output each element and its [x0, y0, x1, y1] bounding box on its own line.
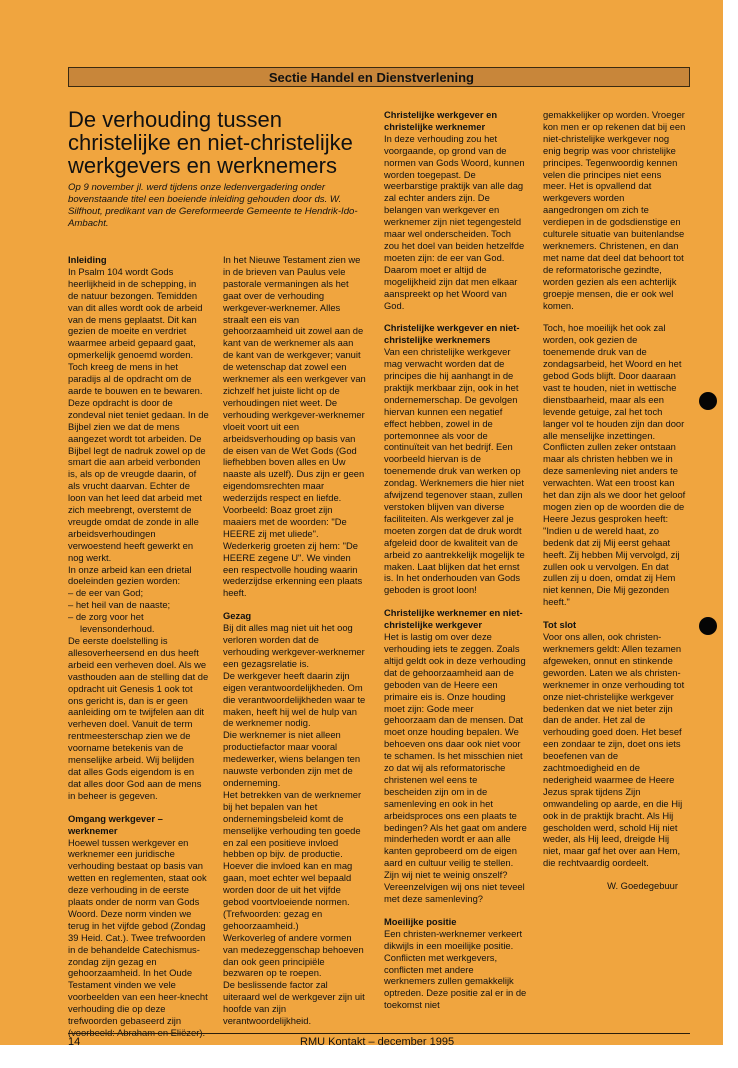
paragraph: In deze verhouding zou het voorgaande, op grond van de normen van Gods Woord, kunnen worden toegepast. De weerbarstige praktijk van alle dag zal echter anders zijn. De belangen van werkgever en werknemer zijn niet tegengesteld maar wel onderscheiden. Toch zou het doel van beiden hetzelfde moeten zijn: de eer van God. Daarom moet er altijd de mogelijkheid zijn dat men elkaar aanspreekt op het Woord van God.: [384, 132, 525, 311]
paragraph: Het is lastig om over deze verhouding iets te zeggen. Zoals altijd geldt ook in deze verhouding dat de gehoorzaamheid aan de geboden van de Heere een primaire eis is. Onze houding moet zijn: Gode meer gehoorzaam dan de mensen. Dat moet onze houding bepalen. We behoeven ons daar ook niet voor te schamen. Is het misschien niet zo dat wij als reformatorische christenen wel eens te bescheiden zijn om in de samenleving en ook in het arbeidsproces ons een plaats te bedingen? Als het gaat om andere minderheden wordt er aan alle kanten geprobeerd om de eigen aard en cultuur veilig te stellen. Zijn wij niet te weinig onszelf? Vereenzelvigen wij ons niet teveel met deze samenleving?: [384, 631, 527, 904]
section-header-bar: [68, 67, 690, 87]
subheading-omgang: Omgang werkgever – werknemer: [68, 812, 163, 836]
author-signature: W. Goedegebuur: [607, 880, 678, 892]
subheading-gezag: Gezag: [223, 610, 252, 622]
paragraph: Toch, hoe moeilijk het ook zal worden, ook gezien de toenemende druk van de zondagsarbeid, het Woord en het gebod Gods blijft. Door daaraan vast te houden, niet in wettische dienstbaarheid, maar als een levende getuige, zal het toch langer vol te houden zijn dan door alle menselijke inzettingen. Conflicten zullen zeker ontstaan maar als christen hebben we in deze samenleving niet anders te verwachten. Wat een troost kan het dan zijn als we door het geloof mogen zien op de woorden die de Heere Jezus gesproken heeft: "Indien u de wereld haat, zo bedenk dat zij Mij eerst gehaat heeft. Zij hebben Mij vervolgd, zij zullen ook u vervolgen. En dat zullen zij u doen, omdat zij Hem niet kennen, Die Mij gezonden heeft.": [543, 322, 686, 608]
article-title: De verhouding tussen christelijke en niet-christelijke werkgevers en werknemers: [68, 107, 353, 178]
column-2: [223, 254, 366, 1027]
paragraph: Het betrekken van de werknemer bij het bepalen van het ondernemingsbeleid komt de menselijke verhouding ten goede en zal een positieve invloed hebben op bijv. de productie.: [223, 788, 362, 860]
publication-line: RMU Kontakt – december 1995: [300, 1036, 455, 1048]
subheading-werknemer-niet-christelijk: Christelijke werknemer en niet-christelijke werkgever: [384, 607, 523, 631]
paragraph: In onze arbeid kan een drietal doeleinden gezien worden:: [68, 563, 192, 587]
goals-list: [68, 587, 209, 635]
list-item: – de zorg voor het levensonderhoud.: [68, 611, 155, 635]
paragraph: Voor ons allen, ook christen-werknemers geldt: Allen tezamen afgeweken, onnut en stinkende geworden. Laten we als christen-werknemer in onze verhouding tot onze niet-christelijke werkgever bedenken dat we niet beter zijn dan de ander. Het zal de verhouding goed doen. Het besef een zondaar te zijn, doet ons iets beoefenen van de zachtmoedigheid en de nederigheid waarmee de Heere Jezus sprak tijdens Zijn omwandeling op aarde, en die Hij ook in de praktijk bracht. Als Hij gescholden werd, schold Hij niet weder, als Hij leed, dreigde Hij niet, maar gaf het over aan Hem, die rechtvaardig oordeelt.: [543, 631, 685, 869]
paragraph: De werkgever heeft daarin zijn eigen verantwoordelijkheden. Om die verantwoordelijkheden waar te maken, heeft hij wel de hulp van de werknemer nodig.: [223, 669, 366, 729]
paragraph: Van een christelijke werkgever mag verwacht worden dat de principes die hij aanhangt in de praktijk merkbaar zijn, ook in het ondernemerschap. De gevolgen hiervan kunnen een negatief effect hebben, zowel in de portemonnee als voor de continuïteit van het bedrijf. Een voorbeeld hiervan is de toenemende druk van werken op zondag. Werknemers die hier niet afwijzend tegenover staan, zullen verstoken blijven van diverse faciliteiten. Als werkgever zal je moeten zorgen dat de druk wordt afgeleid door de kwaliteit van de arbeid zo aantrekkelijk mogelijk te maken. Laat blijken dat het ernst is. In het onderhouden van Gods geboden is groot loon!: [384, 346, 525, 596]
paragraph: De beslissende factor zal uiteraard wel de werkgever zijn uit hoofde van zijn verantwoordelijkheid.: [223, 979, 365, 1027]
paragraph: Bij dit alles mag niet uit het oog verloren worden dat de verhouding werkgever-werknemer een gezagsrelatie is.: [223, 622, 365, 669]
paragraph: gemakkelijker op worden. Vroeger kon men er op rekenen dat bij een niet-christelijke werkgever nog enig begrip was voor christelijke principes. Tegenwoordig kennen velen die principes niet eens meer. Het is opvallend dat werkgevers worden aangedrongen om zich te verdiepen in de godsdienstige en culturele situatie van buitenlandse werknemers. Christenen, en dan met name dat deel dat behoort tot de reformatorische gezindte, worden gezien als een achterlijk groepje mensen, die er ook wel komen.: [543, 109, 686, 311]
subheading-inleiding: Inleiding: [68, 254, 107, 265]
paragraph: Werkoverleg of andere vormen van medezeggenschap behoeven dan ook geen principiële bezwaren op te roepen.: [223, 931, 364, 979]
footer-rule: [68, 1033, 690, 1034]
paragraph: In het Nieuwe Testament zien we in de brieven van Paulus vele pastorale vermaningen als het gaat over de verhouding werkgever-werknemer. Alles straalt een eis van gehoorzaamheid uit zowel aan de kant van de werknemer als aan de kant van de werkgever; vanuit de wetenschap dat zowel een werknemer als een werkgever van zichzelf het juiste licht op de verhoudingen niet weet. De verhouding werkgever-werknemer vloeit voort uit een arbeidsverhouding op basis van de eisen van de Wet Gods (God liefhebben boven alles en Uw naaste als uzelf). Dus zijn er geen eigendomsrechten maar wederzijds respect en liefde. Voorbeeld: Boaz groet zijn maaiers met de woorden: "De HEERE zij met uliede". Wederkerig groeten zij hem: "De HEERE zegene U". We vinden een respectvolle houding waarin wederzijdse erkenning een plaats heeft.: [223, 254, 366, 599]
page-number: 14: [68, 1036, 81, 1048]
subheading-moeilijke-positie: Moeilijke positie: [384, 915, 457, 927]
column-3: [384, 109, 527, 1024]
punch-hole: [699, 392, 717, 410]
column-1: [68, 254, 209, 1027]
paragraph: De eerste doelstelling is allesoverheersend en dus heeft arbeid een verheven doel. Als we vasthouden aan de stelling dat de opdracht uit Genesis 1 ook tot ons gericht is, dan is er geen aanleiding om te twijfelen aan dit verheven doel. Vanuit de term rentmeesterschap zien we de voorname betekenis van de menselijke arbeid. Wij belijden dat alles Gods eigendom is en dat alles door God aan de mens in beheer is gegeven.: [68, 635, 209, 801]
subheading-werkgever-niet-christelijk: Christelijke werkgever en niet-christelijke werknemers: [384, 322, 520, 346]
paragraph: In Psalm 104 wordt Gods heerlijkheid in de schepping, in de natuur bezongen. Temidden van dit alles wordt ook de arbeid van de mens geplaatst. Dit kan gezien de moeite en verdriet waarmee arbeid gepaard gaat, opmerkelijk genoemd worden. Toch kreeg de mens in het paradijs al de opdracht om de aarde te bouwen en te bewaren. Deze opdracht is door de zondeval niet teniet gedaan. In de Bijbel zien we dat de mens aangezet wordt tot arbeiden. De Bijbel legt de nadruk zowel op de smart die aan arbeid verbonden is, als op de vreugde daarin, of als vrucht daarvan. Echter de loon van het leed dat arbeid met zich meebrengt, overstemt de vreugde omdat de zonde in alle arbeidsverhoudingen verwoestend heeft gewerkt en nog werkt.: [68, 265, 209, 563]
column-4: [543, 109, 686, 1024]
paragraph: Een christen-werknemer verkeert dikwijls in een moeilijke positie. Conflicten met werkgevers, conflicten met andere werknemers zullen gemakkelijk optreden. Deze positie zal er in de toekomst niet: [384, 927, 527, 1011]
subheading-tot-slot: Tot slot: [543, 619, 577, 631]
section-title: Sectie Handel en Dienstverlening: [268, 70, 474, 85]
article-lead: Op 9 november jl. werd tijdens onze ledenvergadering onder bovenstaande titel een boeiende inleiding gehouden door ds. W. Silfhout, predikant van de Gereformeerde Gemeente te Hendrik-Ido-Ambacht.: [68, 182, 358, 229]
list-item: – het heil van de naaste;: [68, 599, 171, 611]
punch-hole: [699, 617, 717, 635]
subheading-christelijk-christelijk: Christelijke werkgever en christelijke werknemer: [384, 109, 498, 132]
list-item: – de eer van God;: [68, 587, 144, 599]
paragraph: Hoever die invloed kan en mag gaan, moet echter wel bepaald worden door de uit het vijfde gebod voortvloeiende normen. (Trefwoorden: gezag en gehoorzaamheid.): [223, 860, 353, 931]
paragraph: Die werknemer is niet alleen productiefactor maar vooral medewerker, wiens belangen ten nauwste verbonden zijn met de onderneming.: [223, 729, 361, 788]
paragraph: Hoewel tussen werkgever en werknemer een juridische verhouding bestaat op basis van wetten en reglementen, staat ook deze verhouding in de eerste plaats onder de norm van Gods Woord. Deze norm vinden we terug in het vijfde gebod (Zondag 39 Heid. Cat.). Twee trefwoorden in de behandelde Catechismus-zondag zijn gezag en gehoorzaamheid. In het Oude Testament vinden we vele voorbeelden van een heer-knecht verhouding die op deze trefwoorden gebaseerd zijn: [68, 836, 208, 1027]
